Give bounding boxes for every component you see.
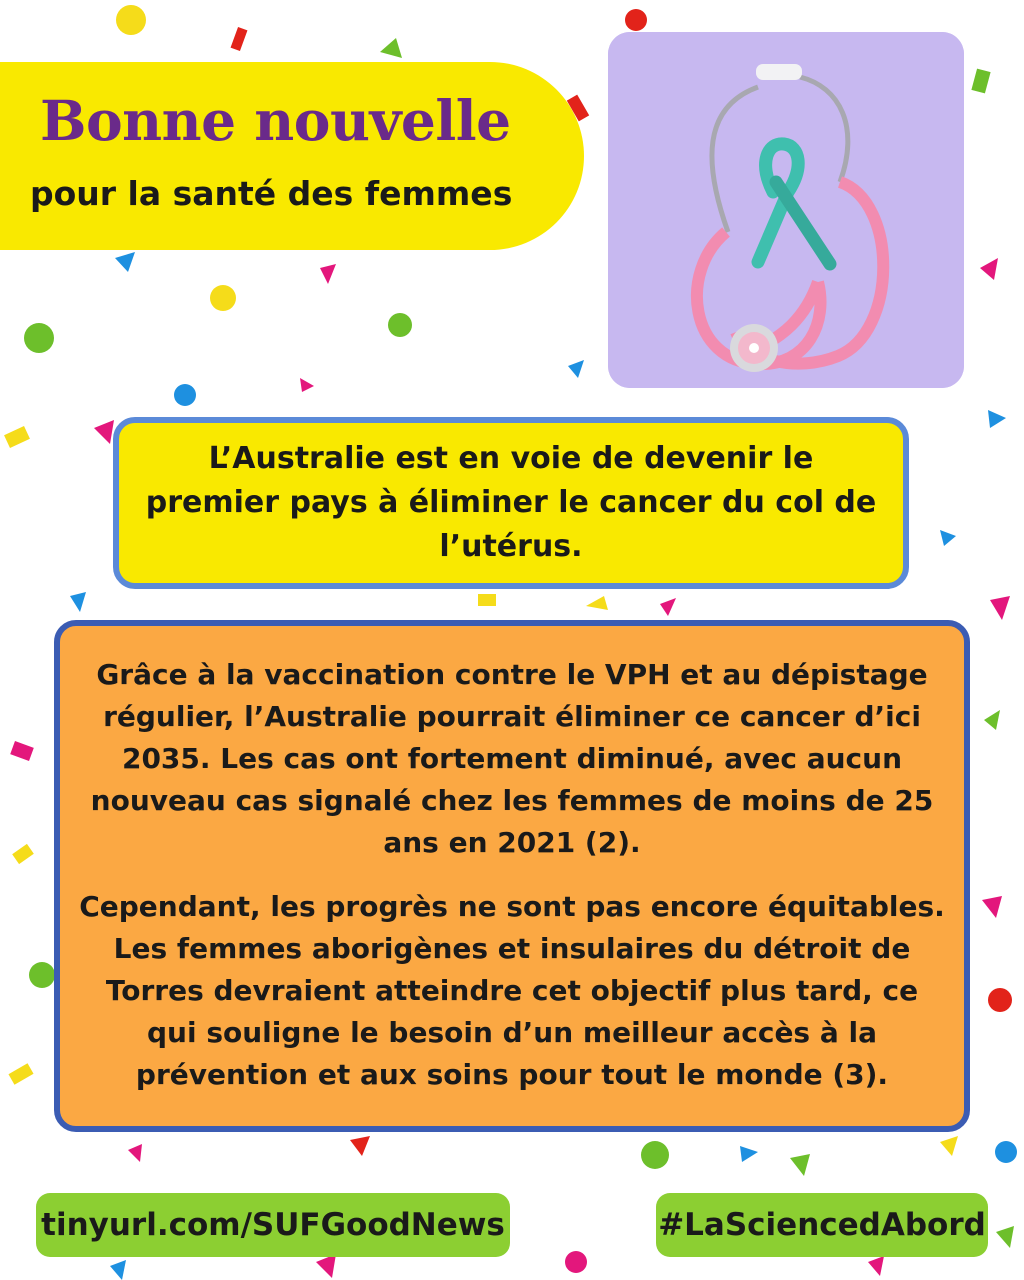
callout-text: L’Australie est en voie de devenir le premier pays à éliminer le cancer du col de l’utérus. bbox=[145, 441, 877, 564]
page-title: Bonne nouvelle bbox=[40, 88, 511, 153]
footer-link[interactable]: tinyurl.com/SUFGoodNews bbox=[36, 1193, 510, 1257]
info-paragraph-2: Cependant, les progrès ne sont pas encore équitables. Les femmes aborigènes et insulaires du détroit de Torres devraient atteindre cet objectif plus tard, ce qui souligne le besoin d’un meilleur accès à la prévention et aux soins pour tout le monde (3). bbox=[79, 890, 945, 1091]
info-panel bbox=[54, 620, 970, 1132]
info-paragraph-1: Grâce à la vaccination contre le VPH et au dépistage régulier, l’Australie pourrait éliminer ce cancer d’ici 2035. Les cas ont fortement diminué, avec aucun nouveau cas signalé chez les femmes de moins de 25 ans en 2021 (2). bbox=[90, 658, 934, 859]
headline-callout bbox=[113, 417, 909, 589]
footer-hashtag: #LaSciencedAbord bbox=[656, 1193, 988, 1257]
stethoscope-ribbon-icon bbox=[608, 32, 964, 388]
page-subtitle: pour la santé des femmes bbox=[30, 174, 513, 213]
